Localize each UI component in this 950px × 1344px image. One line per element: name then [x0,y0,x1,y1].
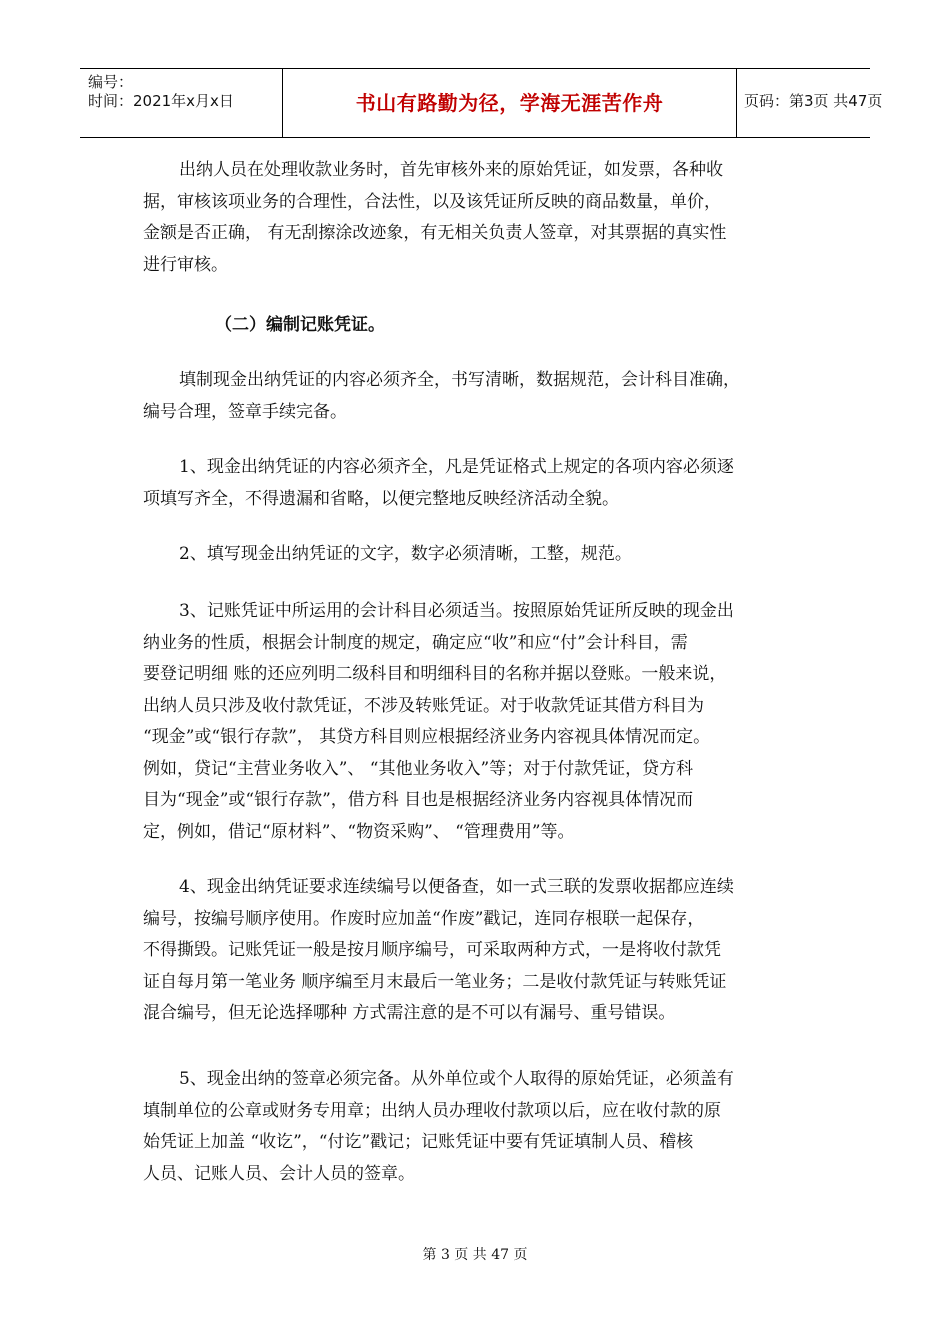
text-line: 纳业务的性质，根据会计制度的规定，确定应“收”和应“付”会计科目，需 [143,632,688,653]
paragraph-intro [143,365,823,428]
document-number-label: 编号： [88,73,134,91]
text-line: 不得撕毁。记账凭证一般是按月顺序编号，可采取两种方式，一是将收付款凭 [143,940,721,960]
text-line: 5、现金出纳的签章必须完备。从外单位或个人取得的原始凭证，必须盖有 [179,1069,734,1089]
paragraph-item-1 [143,452,823,515]
paragraph-item-4 [143,872,823,1030]
text-line: 出纳人员只涉及收付款凭证，不涉及转账凭证。对于收款凭证其借方科目为 [143,695,704,716]
page-footer: 第 3 页 共 47 页 [422,1247,528,1263]
paragraph-item-3 [143,596,823,848]
section-heading: （二）编制记账凭证。 [215,315,385,335]
header-motto-cell [282,69,737,137]
text-line: 始凭证上加盖 “收讫”，“付讫”戳记；记账凭证中要有凭证填制人员、稽核 [143,1132,694,1152]
text-line: 填制单位的公章或财务专用章；出纳人员办理收付款项以后，应在收付款的原 [143,1100,721,1121]
text-line: 进行审核。 [143,254,228,275]
text-line: 目为“现金”或“银行存款”，借方科 目也是根据经济业务内容视具体情况而 [143,790,694,810]
text-line: 据，审核该项业务的合理性，合法性，以及该凭证所反映的商品数量，单价， [143,191,721,212]
text-line: 要登记明细 账的还应列明二级科目和明细科目的名称并据以登账。一般来说， [143,664,727,684]
text-line: 混合编号，但无论选择哪种 方式需注意的是不可以有漏号、重号错误。 [143,1003,676,1023]
text-line: 项填写齐全，不得遗漏和省略，以便完整地反映经济活动全貌。 [143,488,619,509]
text-line: 1、现金出纳凭证的内容必须齐全，凡是凭证格式上规定的各项内容必须逐 [179,457,734,477]
text-line: 定，例如，借记“原材料”、“物资采购”、 “管理费用”等。 [143,821,575,842]
text-line: 2、填写现金出纳凭证的文字，数字必须清晰，工整，规范。 [179,544,632,564]
page-header [80,68,883,138]
paragraph-item-2 [143,539,823,571]
text-line: 证自每月第一笔业务 顺序编至月末最后一笔业务；二是收付款凭证与转账凭证 [143,971,727,992]
paragraph-review [143,155,823,281]
text-line: 填制现金出纳凭证的内容必须齐全，书写清晰，数据规范，会计科目准确， [179,370,740,390]
header-meta [80,69,282,137]
text-line: 3、记账凭证中所运用的会计科目必须适当。按照原始凭证所反映的现金出 [179,601,734,621]
header-page-cell [736,69,883,137]
header-page-code: 页码：第3页 共47页 [744,92,883,110]
header-motto: 书山有路勤为径，学海无涯苦作舟 [355,91,664,115]
text-line: 金额是否正确， 有无刮擦涂改迹象，有无相关负责人签章，对其票据的真实性 [143,223,727,243]
text-line: “现金”或“银行存款”， 其贷方科目则应根据经济业务内容视具体情况而定。 [143,727,711,747]
document-date-label: 时间：2021年x月x日 [88,92,234,110]
paragraph-item-5 [143,1064,823,1190]
text-line: 人员、记账人员、会计人员的签章。 [143,1163,415,1184]
text-line: 4、现金出纳凭证要求连续编号以便备查，如一式三联的发票收据都应连续 [179,877,734,897]
text-line: 出纳人员在处理收款业务时，首先审核外来的原始凭证，如发票，各种收 [179,160,723,180]
text-line: 例如，贷记“主营业务收入”、 “其他业务收入”等；对于付款凭证，贷方科 [143,758,694,779]
text-line: 编号，按编号顺序使用。作废时应加盖“作废”戳记，连同存根联一起保存， [143,908,705,929]
text-line: 编号合理，签章手续完备。 [143,401,347,422]
